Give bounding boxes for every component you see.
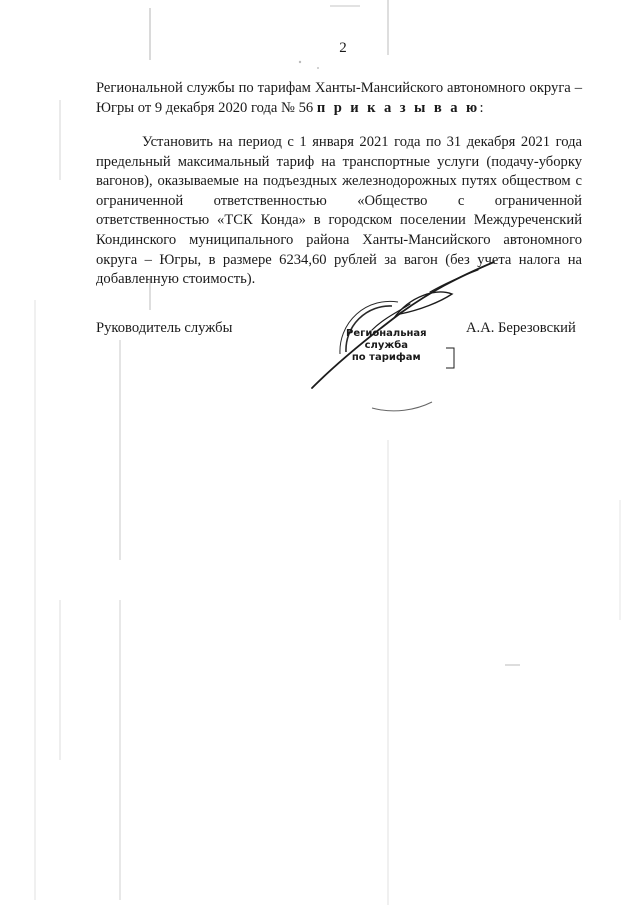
stamp-line-3: по тарифам (351, 352, 421, 363)
signature-name: А.А. Березовский (466, 320, 576, 336)
stamp-line-2: служба (364, 340, 409, 351)
intro-paragraph (96, 79, 582, 118)
order-colon: : (479, 99, 484, 116)
stamp-text (346, 328, 427, 364)
page-number: 2 (339, 40, 347, 56)
main-paragraph: Установить на период с 1 января 2021 года по 31 декабря 2021 года предельный максимальный тариф на транспортные услуги (подачу-уборку вагонов), оказываемые на подъездных железнодорожных путях обществом с ограниченной ответственностью «Общество с ограниченной ответственностью «ТСК Конда» в городском поселении Междуреченский Кондинского муниципального района Ханты-Мансийского автономного округа – Югры, в размере 6234,60 рублей за вагон (без учета налога на добавленную стоимость). (96, 134, 582, 288)
signature-role: Руководитель службы (96, 320, 233, 336)
stamp-line-1: Региональная (346, 328, 427, 339)
intro-text: Региональной службы по тарифам Ханты-Мансийского автономного округа – Югры от 9 декабря 2020 года № 56 (96, 80, 582, 116)
order-word: п р и к а з ы в а ю (316, 99, 480, 116)
